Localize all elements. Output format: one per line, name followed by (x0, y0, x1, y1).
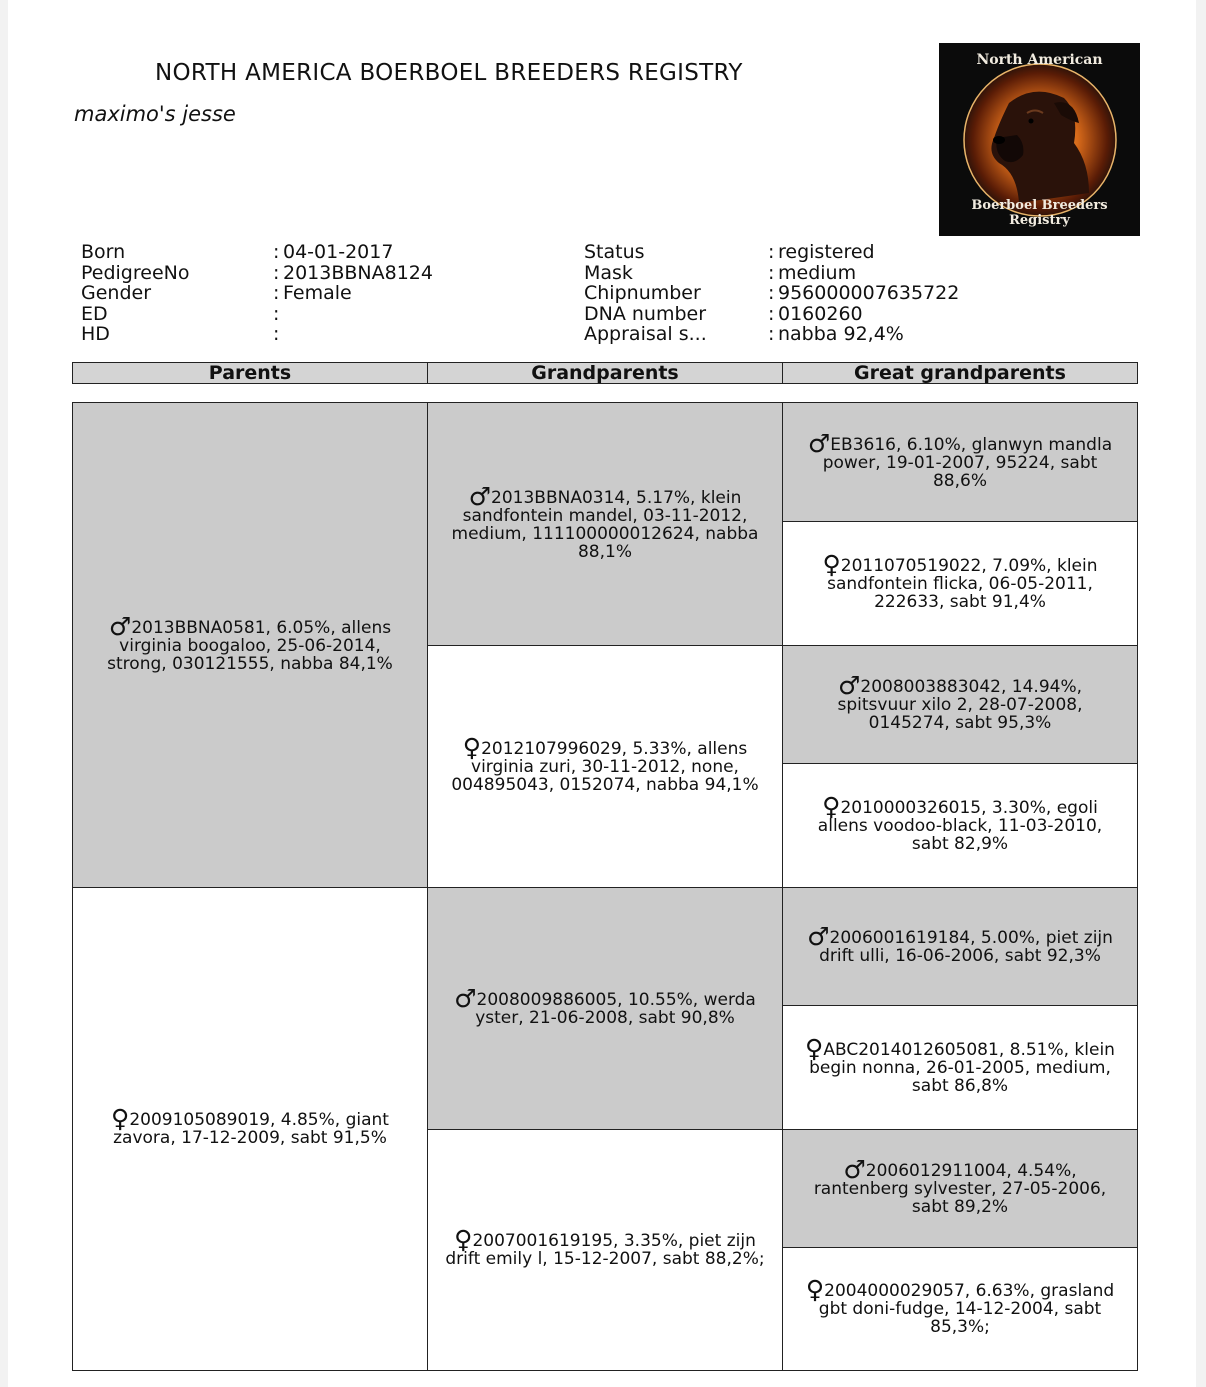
female-icon: ♀ (805, 1275, 825, 1304)
info-sep: : (768, 323, 775, 345)
info-label: Gender (81, 282, 152, 304)
row-divider (783, 1247, 1137, 1248)
info-row-chipnumber (584, 283, 1004, 304)
info-value: nabba 92,4% (778, 323, 904, 345)
great-grandparent-7 (783, 1129, 1137, 1247)
header-great-grandparents: Great grandparents (782, 362, 1138, 384)
info-sep: : (273, 282, 280, 304)
dog-entry: 2008003883042, 14.94%, spitsvuur xilo 2, 28-07-2008, 0145274, sabt 95,3% (837, 676, 1083, 733)
row-divider (428, 645, 1137, 646)
male-icon: ♂ (454, 983, 477, 1013)
great-grandparent-3 (783, 645, 1137, 763)
info-row-mask (584, 263, 1004, 284)
info-row-appraisal (584, 324, 1004, 345)
info-label: Appraisal s... (584, 323, 707, 345)
row-divider (783, 521, 1137, 522)
parent-dam (73, 887, 427, 1370)
row-divider (428, 1129, 1137, 1130)
info-row-status (584, 242, 1004, 263)
dog-entry: 2010000326015, 3.30%, egoli allens voodoo-black, 11-03-2010, sabt 82,9% (817, 797, 1103, 854)
info-left (81, 242, 501, 345)
info-row-pedigreeno (81, 263, 501, 284)
female-icon: ♀ (462, 732, 482, 762)
info-value: registered (778, 241, 875, 263)
info-label: Born (81, 241, 126, 263)
logo-bottom-text: Boerboel Breeders Registry (971, 198, 1108, 228)
female-icon: ♀ (111, 1104, 130, 1133)
dog-entry: 2013BBNA0581, 6.05%, allens virginia boogaloo, 25-06-2014, strong, 030121555, nabba 84,1% (107, 617, 393, 674)
great-grandparent-8 (783, 1247, 1137, 1370)
header-parents: Parents (72, 362, 428, 384)
dog-name: maximo's jesse (74, 102, 236, 126)
grandparent-4 (428, 1129, 782, 1370)
row-divider (783, 763, 1137, 764)
info-row-dna (584, 304, 1004, 325)
male-icon: ♂ (807, 921, 830, 951)
male-icon: ♂ (807, 428, 831, 458)
grandparent-3 (428, 887, 782, 1129)
info-label: Mask (584, 261, 633, 284)
info-value: 956000007635722 (778, 282, 960, 304)
great-grandparent-6 (783, 1005, 1137, 1129)
dog-entry: 2011070519022, 7.09%, klein sandfontein flicka, 06-05-2011, 222633, sabt 91,4% (827, 555, 1098, 612)
info-sep: : (768, 302, 775, 325)
pedigree-header (72, 362, 1137, 384)
info-label: Status (584, 241, 645, 263)
info-sep: : (768, 241, 775, 263)
dog-entry: 2008009886005, 10.55%, werda yster, 21-06-2008, sabt 90,8% (475, 989, 756, 1028)
male-icon: ♂ (843, 1154, 866, 1184)
info-sep: : (768, 261, 775, 284)
dog-entry: 2007001619195, 3.35%, piet zijn drift emily l, 15-12-2007, sabt 88,2%; (445, 1231, 765, 1269)
logo-top-text: North American (976, 52, 1103, 68)
great-grandparent-2 (783, 521, 1137, 645)
info-sep: : (273, 261, 280, 284)
header-grandparents: Grandparents (427, 362, 783, 384)
pedigree-certificate (8, 0, 1196, 1387)
info-value: 0160260 (778, 302, 863, 325)
info-sep: : (273, 302, 280, 325)
dog-entry: 2009105089019, 4.85%, giant zavora, 17-12-2009, sabt 91,5% (113, 1110, 389, 1148)
info-row-gender (81, 283, 501, 304)
info-sep: : (273, 323, 280, 345)
info-row-hd (81, 324, 501, 345)
info-right (584, 242, 1004, 345)
registry-title: NORTH AMERICA BOERBOEL BREEDERS REGISTRY (155, 60, 743, 86)
dog-entry: 2013BBNA0314, 5.17%, klein sandfontein mandel, 03-11-2012, medium, 111100000012624, nabba 88,1% (451, 487, 759, 562)
male-icon: ♂ (837, 670, 861, 700)
dog-entry: ABC2014012605081, 8.51%, klein begin nonna, 26-01-2005, medium, sabt 86,8% (809, 1039, 1115, 1096)
info-label: PedigreeNo (81, 261, 190, 284)
info-value: 04-01-2017 (283, 241, 394, 263)
info-sep: : (273, 241, 280, 263)
great-grandparent-5 (783, 887, 1137, 1005)
info-label: ED (81, 302, 108, 325)
pedigree-tree (72, 402, 1138, 1371)
dog-entry: 2006012911004, 4.54%, rantenberg sylvester, 27-05-2006, sabt 89,2% (813, 1160, 1107, 1217)
info-value: 2013BBNA8124 (283, 261, 433, 284)
female-icon: ♀ (822, 791, 841, 821)
female-icon: ♀ (454, 1225, 473, 1254)
dog-entry: 2006001619184, 5.00%, piet zijn drift ulli, 16-06-2006, sabt 92,3% (819, 927, 1113, 966)
male-icon: ♂ (108, 611, 132, 641)
male-icon: ♂ (468, 481, 492, 511)
grandparent-2 (428, 645, 782, 887)
dog-entry: 2012107996029, 5.33%, allens virginia zuri, 30-11-2012, none, 004895043, 0152074, nabba 94,1% (451, 738, 759, 795)
grandparent-1 (428, 403, 782, 645)
info-label: DNA number (584, 302, 707, 325)
dog-entry: 2004000029057, 6.63%, grasland gbt doni-fudge, 14-12-2004, sabt 85,3%; (818, 1281, 1115, 1337)
parent-sire (73, 403, 427, 887)
row-divider (783, 1005, 1137, 1006)
great-grandparent-1 (783, 403, 1137, 521)
info-row-born (81, 242, 501, 263)
info-label: HD (81, 323, 110, 345)
info-value: Female (283, 282, 352, 304)
info-sep: : (768, 282, 775, 304)
info-label: Chipnumber (584, 282, 701, 304)
info-row-ed (81, 304, 501, 325)
info-value: medium (778, 261, 857, 284)
female-icon: ♀ (822, 549, 841, 579)
female-icon: ♀ (805, 1033, 824, 1063)
registry-logo (939, 43, 1140, 236)
dog-entry: EB3616, 6.10%, glanwyn mandla power, 19-01-2007, 95224, sabt 88,6% (822, 434, 1113, 491)
row-divider (73, 887, 1137, 888)
great-grandparent-4 (783, 763, 1137, 887)
